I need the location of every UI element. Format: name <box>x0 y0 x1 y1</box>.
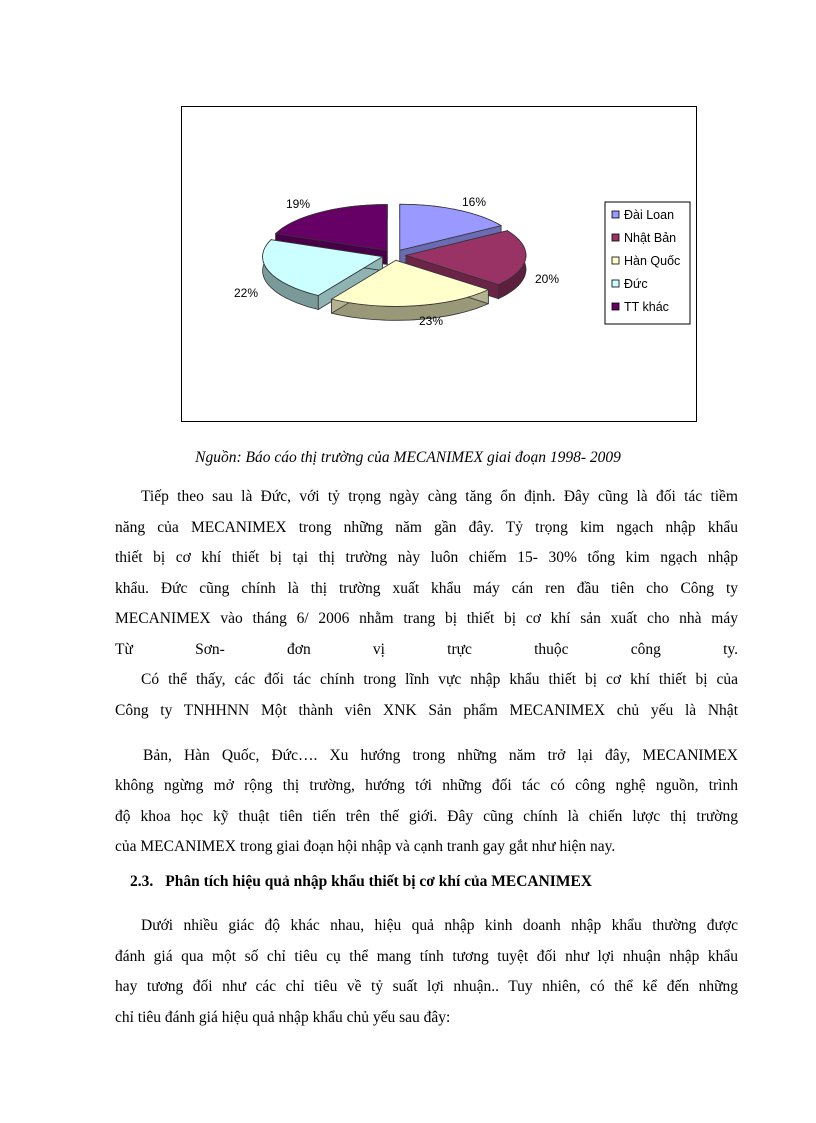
text-line: Có thể thấy, các đối tác chính trong lĩnh vực nhập khẩu thiết bị cơ khí thiết bị của <box>141 671 738 688</box>
legend-swatch <box>612 211 619 218</box>
chart-legend <box>605 202 690 324</box>
pie-percent-label: 22% <box>233 286 259 300</box>
pie-percent-label: 16% <box>461 195 487 209</box>
legend-swatch <box>612 303 619 310</box>
text-line: đánh giá qua một số chỉ tiêu cụ thể mang tính tương tuyệt đối như lợi nhuận nhập khẩu <box>115 947 738 965</box>
paragraph-3-cont <box>115 771 738 863</box>
pie-chart <box>182 107 698 423</box>
pie-percent-label: 23% <box>418 314 444 328</box>
section-number: 2.3. <box>130 873 154 890</box>
legend-label: Đức <box>624 277 648 291</box>
pie-chart-frame <box>181 106 697 422</box>
text-line: thiết bị cơ khí thiết bị tại thị trường này luôn chiếm 15- 30% tổng kim ngạch nhập <box>115 549 738 566</box>
text-line: Tiếp theo sau là Đức, với tỷ trọng ngày càng tăng ổn định. Đây cũng là đối tác tiềm <box>141 488 738 505</box>
legend-swatch <box>612 280 619 287</box>
text-line: MECANIMEX vào tháng 6/ 2006 nhằm trang bị thiết bị cơ khí sản xuất cho nhà máy <box>115 610 738 627</box>
text-line: Từ Sơn- đơn vị trực thuộc công ty. <box>115 640 738 658</box>
text-line: năng của MECANIMEX trong những năm gần đây. Tỷ trọng kim ngạch nhập khẩu <box>115 518 738 536</box>
chart-caption: Nguồn: Báo cáo thị trường của MECANIMEX giai đoạn 1998- 2009 <box>195 449 621 466</box>
text-line: chỉ tiêu đánh giá hiệu quả nhập khẩu chủ yếu sau đây: <box>115 1008 451 1026</box>
pie-percent-label: 20% <box>534 272 560 286</box>
paragraph-3 <box>143 741 738 772</box>
text-line: không ngừng mở rộng thị trường, hướng tới những đối tác có công nghệ nguồn, trình <box>115 777 738 794</box>
text-line: của MECANIMEX trong giai đoạn hội nhập và cạnh tranh gay gắt như hiện nay. <box>115 838 616 855</box>
paragraph-4 <box>115 911 738 1033</box>
pie-percent-label: 19% <box>285 197 311 211</box>
text-line: Công ty TNHHNN Một thành viên XNK Sản phẩm MECANIMEX chủ yếu là Nhật <box>115 701 738 719</box>
paragraph-2 <box>115 665 738 726</box>
legend-label: Nhật Bản <box>624 231 677 245</box>
text-line: Bản, Hàn Quốc, Đức…. Xu hướng trong những năm trở lại đây, MECANIMEX <box>143 747 738 764</box>
legend-label: Đài Loan <box>624 208 675 222</box>
text-line: độ khoa học kỹ thuật tiên tiến trên thế giới. Đây cũng chính là chiến lược thị trường <box>115 807 738 825</box>
text-line: hay tương đối như các chỉ tiêu về tỷ suất lợi nhuận.. Tuy nhiên, có thể kể đến những <box>115 978 738 995</box>
text-line: khẩu. Đức cũng chính là thị trường xuất khẩu máy cán ren đầu tiên cho Công ty <box>115 579 738 597</box>
legend-label: TT khác <box>624 300 669 314</box>
text-line: Dưới nhiều giác độ khác nhau, hiệu quả nhập kinh doanh nhập khẩu thường được <box>141 917 738 934</box>
legend-swatch <box>612 234 619 241</box>
legend-swatch <box>612 257 619 264</box>
section-title: Phân tích hiệu quả nhập khẩu thiết bị cơ khí của MECANIMEX <box>165 873 592 890</box>
paragraph-1 <box>115 482 738 665</box>
section-heading <box>130 873 592 891</box>
legend-label: Hàn Quốc <box>624 254 681 268</box>
